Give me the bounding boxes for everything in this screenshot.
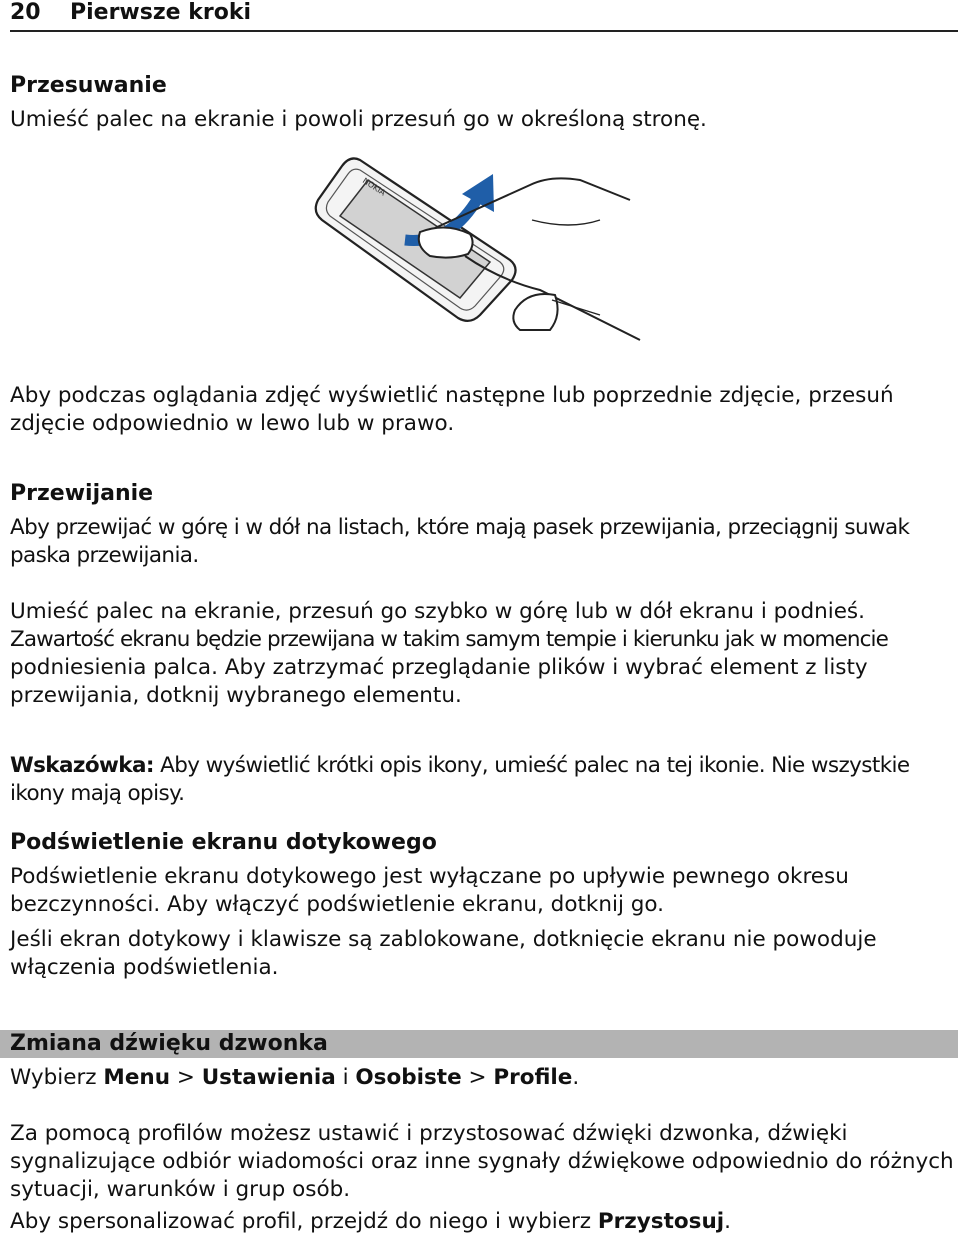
scroll-paragraph-2a: Umieść palec na ekranie, przesuń go szybko w górę lub w dół ekranu i podnieś. <box>10 599 865 624</box>
customise-suffix: . <box>724 1209 731 1234</box>
ringtone-paragraph-2: Za pomocą profilów możesz ustawić i przystosować dźwięki dzwonka, dźwięki sygnalizujące odbiór wiadomości oraz inne sygnały dźwiękowe odpowiednio do różnych sytuacji, warunków i grup osób. <box>10 1121 954 1202</box>
path-dot: . <box>572 1065 580 1090</box>
profiles-link: Profile <box>493 1065 573 1090</box>
scroll-paragraph-1: Aby przewijać w górę i w dół na listach, które mają pasek przewijania, przeciągnij suwak paska przewijania. <box>10 515 910 568</box>
backlight-paragraph-2: Jeśli ekran dotykowy i klawisze są zablokowane, dotknięcie ekranu nie powoduje włączenia podświetlenia. <box>10 927 877 980</box>
customise-link: Przystosuj <box>597 1209 725 1234</box>
running-header <box>10 0 958 32</box>
path-conjunction: i <box>335 1065 356 1090</box>
backlight-paragraph-1: Podświetlenie ekranu dotykowego jest wyłączane po upływie pewnego okresu bezczynności. Aby włączyć podświetlenie ekranu, dotknij go. <box>10 864 849 917</box>
path-separator: > <box>170 1065 202 1090</box>
section-title-ringtone-text: Zmiana dźwięku dzwonka <box>10 1031 328 1056</box>
customise-prefix: Aby spersonalizować profil, przejdź do niego i wybierz <box>10 1209 598 1234</box>
personal-link: Osobiste <box>355 1065 462 1090</box>
phone-swipe-illustration <box>300 150 645 350</box>
swipe-paragraph-2: Aby podczas oglądania zdjęć wyświetlić następne lub poprzednie zdjęcie, przesuń zdjęcie odpowiednio w lewo lub w prawo. <box>10 383 894 436</box>
menu-link: Menu <box>103 1065 171 1090</box>
tip-text: Aby wyświetlić krótki opis ikony, umieść palec na tej ikonie. Nie wszystkie ikony mają opisy. <box>10 753 910 806</box>
scroll-paragraph-2c: podniesienia palca. Aby zatrzymać przeglądanie plików i wybrać element z listy przewijania, dotknij wybranego elementu. <box>10 655 868 708</box>
ringtone-paragraph-3 <box>10 1208 955 1236</box>
section-title-ringtone <box>0 1030 958 1058</box>
chapter-title: Pierwsze kroki <box>70 0 252 25</box>
settings-link: Ustawienia <box>201 1065 336 1090</box>
phone-brand-label: NOKIA <box>360 176 388 198</box>
select-prefix: Wybierz <box>10 1065 104 1090</box>
scroll-paragraph-2b: Zawartość ekranu będzie przewijana w takim samym tempie i kierunku jak w momencie <box>10 627 888 652</box>
section-title-backlight: Podświetlenie ekranu dotykowego <box>10 830 437 855</box>
section-title-swipe: Przesuwanie <box>10 73 167 98</box>
page-number: 20 <box>10 0 41 25</box>
path-separator: > <box>461 1065 494 1090</box>
ringtone-path-paragraph <box>10 1064 955 1092</box>
tip-paragraph <box>10 752 955 808</box>
swipe-paragraph-1: Umieść palec na ekranie i powoli przesuń go w określoną stronę. <box>10 107 707 132</box>
tip-label: Wskazówka: <box>10 753 154 778</box>
section-title-scroll: Przewijanie <box>10 481 154 506</box>
